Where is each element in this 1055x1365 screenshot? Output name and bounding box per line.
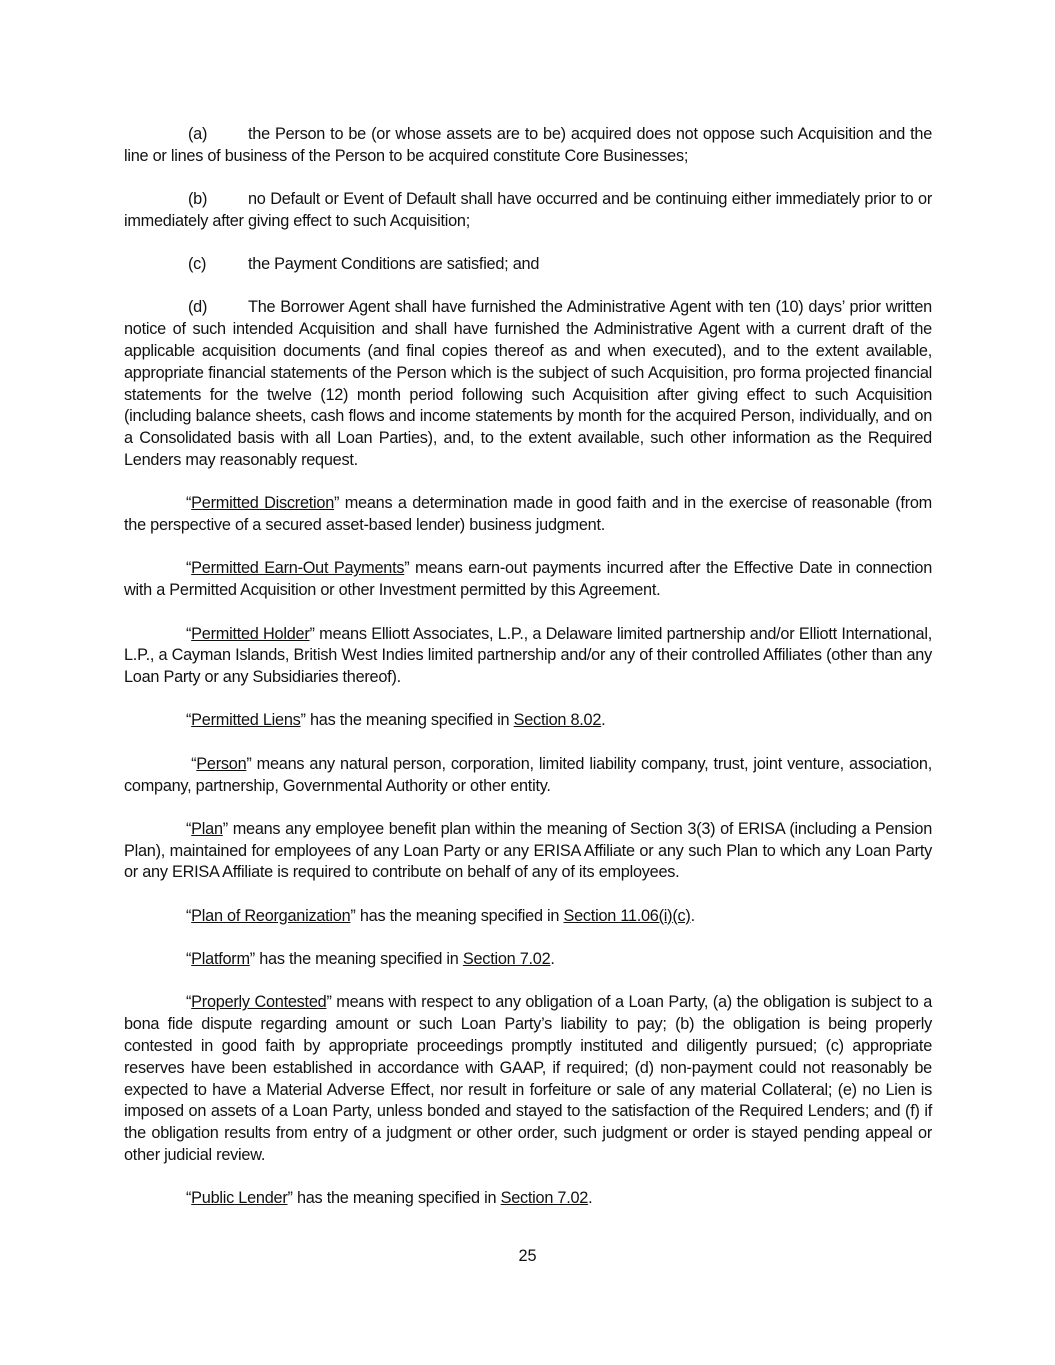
document-page: [124, 124, 932, 1231]
definition-body: has the meaning specified in: [292, 1189, 501, 1208]
defined-term: Platform: [191, 950, 250, 969]
clause-label: (d): [188, 298, 208, 317]
clause-text: no Default or Event of Default shall have occurred and be continuing either immediately prior to or immediately after giving effect to such Acquisition;: [124, 190, 932, 230]
defined-term: Public Lender: [191, 1189, 288, 1208]
definition-plan: [124, 819, 932, 884]
close-quote: ”: [334, 494, 340, 513]
close-quote: ”: [246, 754, 252, 773]
definition-platform: [124, 949, 932, 971]
clause-c: [124, 254, 932, 276]
clause-label: (a): [188, 125, 208, 143]
definition-permitted-holder: [124, 624, 932, 689]
close-quote: ”: [222, 819, 228, 838]
defined-term: Plan of Reorganization: [191, 906, 351, 925]
defined-term: Properly Contested: [191, 993, 327, 1012]
open-quote: “: [186, 711, 192, 730]
definition-body: means Elliott Associates, L.P., a Delaware limited partnership and/or Elliott International, L.P., a Cayman Islands, British West Indies limited partnership and/or any of their controlled Affiliates (other than any Loan Party or any Subsidiaries thereof).: [124, 624, 932, 687]
close-quote: ”: [309, 624, 315, 643]
definition-tail: .: [690, 906, 695, 925]
definition-body: has the meaning specified in: [305, 711, 514, 730]
defined-term: Permitted Holder: [191, 624, 310, 643]
definition-tail: .: [588, 1189, 593, 1208]
definition-tail: .: [601, 711, 606, 730]
clause-text: the Person to be (or whose assets are to be) acquired does not oppose such Acquisition and the line or lines of business of the Person to be acquired constitute Core Businesses;: [124, 125, 932, 165]
open-quote: “: [186, 950, 192, 969]
clause-text: The Borrower Agent shall have furnished the Administrative Agent with ten (10) days’ prior written notice of such intended Acquisition and shall have furnished the Administrative Agent with a current draft of the applicable acquisition documents (and final copies thereof as and when executed), and to the extent available, appropriate financial statements of the Person which is the subject of such Acquisition, pro forma projected financial statements for the twelve (12) month period following such Acquisition after giving effect to such Acquisition (including balance sheets, cash flows and income statements by month for the acquired Person, individually, and on a Consolidated basis with all Loan Parties), and, to the extent available, such other information as the Required Lenders may reasonably request.: [124, 298, 932, 470]
clause-text: the Payment Conditions are satisfied; and: [248, 255, 540, 274]
clause-label: (b): [188, 190, 208, 209]
open-quote: “: [186, 494, 192, 513]
defined-term: Plan: [191, 819, 223, 838]
defined-term: Person: [196, 754, 247, 773]
open-quote: “: [186, 906, 192, 925]
definition-tail: .: [550, 950, 555, 969]
definition-plan-of-reorganization: [124, 906, 932, 928]
clause-b: [124, 189, 932, 233]
definition-permitted-earn-out-payments: [124, 558, 932, 602]
clause-label: (c): [188, 255, 207, 274]
definition-body: means earn-out payments incurred after the Effective Date in connection with a Permitted Acquisition or other Investment permitted by this Agreement.: [124, 559, 932, 600]
definition-person: [124, 754, 932, 798]
open-quote: “: [186, 993, 192, 1012]
definition-properly-contested: [124, 992, 932, 1166]
open-quote: “: [186, 754, 197, 773]
definition-permitted-discretion: [124, 493, 932, 537]
section-reference: Section 7.02: [462, 950, 551, 969]
close-quote: ”: [249, 950, 255, 969]
definition-permitted-liens: [124, 710, 932, 732]
defined-term: Permitted Discretion: [191, 494, 335, 513]
open-quote: “: [186, 559, 192, 578]
page-number: 25: [518, 1247, 537, 1265]
defined-term: Permitted Liens: [191, 711, 301, 730]
section-reference: Section 11.06(i)(c): [563, 906, 691, 925]
close-quote: ”: [300, 711, 306, 730]
clause-a: [124, 124, 932, 168]
section-reference: Section 7.02: [500, 1189, 589, 1208]
close-quote: ”: [287, 1189, 293, 1208]
definition-body: has the meaning specified in: [355, 906, 564, 925]
open-quote: “: [186, 624, 192, 643]
clause-d: [124, 297, 932, 471]
close-quote: ”: [350, 906, 356, 925]
definition-body: means with respect to any obligation of a Loan Party, (a) the obligation is subject to a bona fide dispute regarding amount or such Loan Party’s liability to pay; (b) the obligation is being properly contested in good faith by appropriate proceedings promptly instituted and diligently pursued; (c) appropriate reserves have been established in accordance with GAAP, if required; (d) non-payment could not reasonably be expected to have a Material Adverse Effect, nor result in forfeiture or sale of any material Collateral; (e) no Lien is imposed on assets of a Loan Party, unless bonded and stayed to the satisfaction of the Required Lenders; and (f) if the obligation results from entry of a judgment or other order, such judgment or order is stayed pending appeal or other judicial review.: [124, 993, 932, 1164]
open-quote: “: [186, 819, 192, 838]
definition-body: means a determination made in good faith and in the exercise of reasonable (from the perspective of a secured asset-based lender) business judgment.: [124, 494, 932, 535]
section-reference: Section 8.02: [513, 711, 602, 730]
close-quote: ”: [404, 559, 410, 578]
definition-body: has the meaning specified in: [254, 950, 463, 969]
definition-body: means any natural person, corporation, limited liability company, trust, joint venture, association, company, partnership, Governmental Authority or other entity.: [124, 754, 933, 795]
defined-term: Permitted Earn-Out Payments: [191, 559, 405, 578]
close-quote: ”: [326, 993, 332, 1012]
definition-body: means any employee benefit plan within the meaning of Section 3(3) of ERISA (including a Pension Plan), maintained for employees of any Loan Party or any ERISA Affiliate or any such Plan to which any Loan Party or any ERISA Affiliate is required to contribute on behalf of any of its employees.: [124, 819, 932, 882]
open-quote: “: [186, 1189, 192, 1208]
definition-public-lender: [124, 1188, 932, 1210]
